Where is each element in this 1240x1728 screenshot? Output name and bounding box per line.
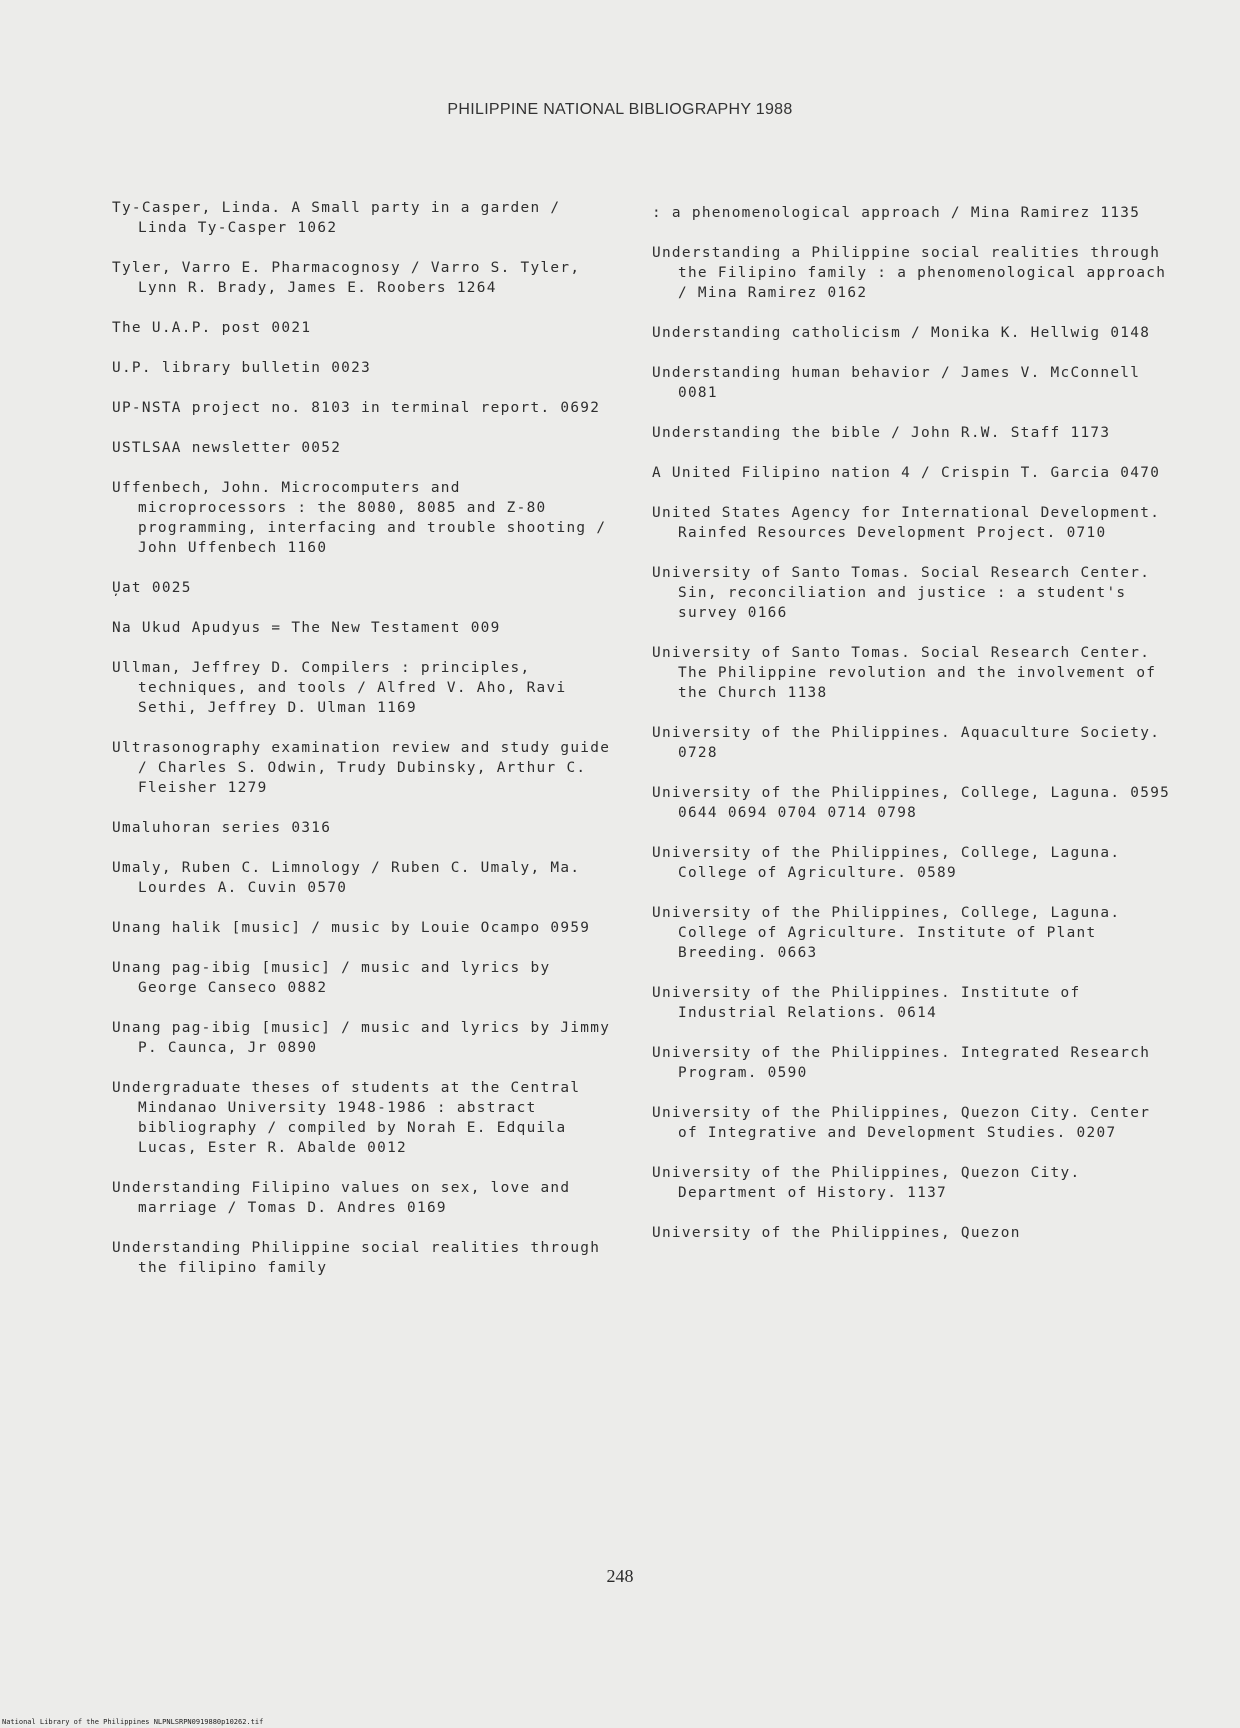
bibliography-entry: Understanding the bible / John R.W. Staff 1173 [652,425,1111,441]
bibliography-entry: Uffenbech, John. Microcomputers and microprocessors : the 8080, 8085 and Z-80 programming, interfacing and trouble shooting / John Uffenbech 1160 [112,480,617,556]
left-column [112,198,621,1298]
bibliography-entry: Understanding catholicism / Monika K. Hellwig 0148 [652,325,1151,341]
bibliography-entry: University of the Philippines, College, Laguna. College of Agriculture. 0589 [652,845,1131,881]
bibliography-entry: United States Agency for International Development. Rainfed Resources Development Project. 0710 [652,505,1171,541]
bibliography-entry: Umaly, Ruben C. Limnology / Ruben C. Umaly, Ma. Lourdes A. Cuvin 0570 [112,860,591,896]
page-title: PHILIPPINE NATIONAL BIBLIOGRAPHY 1988 [447,101,793,118]
bibliography-entry: University of the Philippines. Aquaculture Society. 0728 [652,725,1171,761]
bibliography-entry: University of Santo Tomas. Social Research Center. Sin, reconciliation and justice : a student's survey 0166 [652,565,1161,621]
right-column [652,203,1181,1263]
bibliography-entry: University of the Philippines, Quezon City. Center of Integrative and Development Studies. 0207 [652,1105,1161,1141]
bibliography-entry: Understanding Filipino values on sex, love and marriage / Tomas D. Andres 0169 [112,1180,581,1216]
bibliography-entry: The U.A.P. post 0021 [112,320,312,336]
bibliography-entry: University of the Philippines. Integrated Research Program. 0590 [652,1045,1161,1081]
bibliography-entry: U̦at 0025 [112,580,192,596]
bibliography-entry: Ty-Casper, Linda. A Small party in a garden / Linda Ty-Casper 1062 [112,200,571,236]
bibliography-entry: University of the Philippines. Institute of Industrial Relations. 0614 [652,985,1091,1021]
bibliography-entry: Understanding Philippine social realities through the filipino family [112,1240,611,1276]
bibliography-entry: Umaluhoran series 0316 [112,820,332,836]
bibliography-entry: Unang halik [music] / music by Louie Ocampo 0959 [112,920,591,936]
bibliography-entry: University of the Philippines, College, Laguna. College of Agriculture. Institute of Plant Breeding. 0663 [652,905,1131,961]
page-number: 248 [606,1566,634,1586]
scan-footer-id: National Library of the Philippines NLPNLSRPN0919880p10262.tif [2,1718,264,1726]
bibliography-entry: Undergraduate theses of students at the Central Mindanao University 1948-1986 : abstract bibliography / compiled by Norah E. Edquila Lucas, Ester R. Abalde 0012 [112,1080,591,1156]
bibliography-entry: Na Ukud Apudyus = The New Testament 009 [112,620,501,636]
bibliography-entry: A United Filipino nation 4 / Crispin T. Garcia 0470 [652,465,1161,481]
bibliography-entry: Unang pag-ibig [music] / music and lyrics by George Canseco 0882 [112,960,561,996]
bibliography-entry: Ultrasonography examination review and study guide / Charles S. Odwin, Trudy Dubinsky, Arthur C. Fleisher 1279 [112,740,621,796]
bibliography-entry: Tyler, Varro E. Pharmacognosy / Varro S. Tyler, Lynn R. Brady, James E. Roobers 1264 [112,260,591,296]
bibliography-entry: USTLSAA newsletter 0052 [112,440,342,456]
bibliography-entry: University of the Philippines, College, Laguna. 0595 0644 0694 0704 0714 0798 [652,785,1181,821]
bibliography-entry: Understanding human behavior / James V. McConnell 0081 [652,365,1151,401]
bibliography-entry: U.P. library bulletin 0023 [112,360,372,376]
bibliography-entry: Unang pag-ibig [music] / music and lyrics by Jimmy P. Caunca, Jr 0890 [112,1020,621,1056]
bibliography-entry: : a phenomenological approach / Mina Ramirez 1135 [652,205,1141,221]
bibliography-entry: University of the Philippines, Quezon City. Department of History. 1137 [652,1165,1091,1201]
bibliography-entry: Understanding a Philippine social realities through the Filipino family : a phenomenological approach / Mina Ramirez 0162 [652,245,1177,301]
bibliography-entry: University of Santo Tomas. Social Research Center. The Philippine revolution and the involvement of the Church 1138 [652,645,1167,701]
bibliography-entry: University of the Philippines, Quezon [652,1225,1021,1241]
bibliography-entry: UP-NSTA project no. 8103 in terminal report. 0692 [112,400,601,416]
bibliography-entry: Ullman, Jeffrey D. Compilers : principles, techniques, and tools / Alfred V. Aho, Ravi Sethi, Jeffrey D. Ulman 1169 [112,660,577,716]
